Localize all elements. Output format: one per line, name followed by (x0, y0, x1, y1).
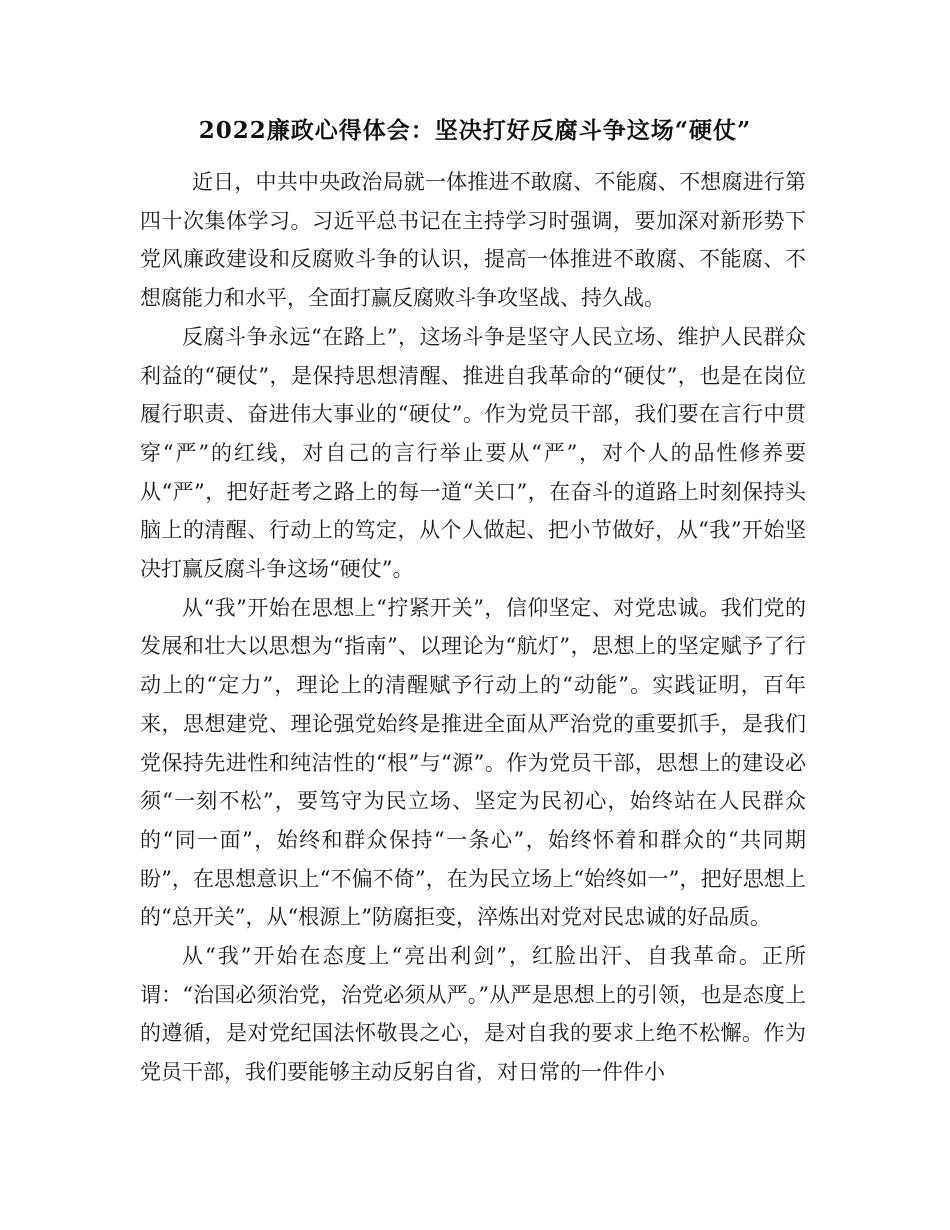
paragraph-4: 从“我”开始在态度上“亮出利剑”，红脸出汗、自我革命。正所谓：“治国必须治党，治党必须从严。”从严是思想上的引领，也是态度上的遵循，是对党纪国法怀敬畏之心，是对自我的要求上绝不松懈。作为党员干部，我们要能够主动反躬自省，对日常的一件件小 (140, 944, 806, 1085)
paragraph-3: 从“我”开始在思想上“拧紧开关”，信仰坚定、对党忠诚。我们党的发展和壮大以思想为“指南”、以理论为“航灯”，思想上的坚定赋予了行动上的“定力”，理论上的清醒赋予行动上的“动能”。实践证明，百年来，思想建党、理论强党始终是推进全面从严治党的重要抓手，是我们党保持先进性和纯洁性的“根”与“源”。作为党员干部，思想上的建设必须“一刻不松”，要笃守为民立场、坚定为民初心，始终站在人民群众的“同一面”，始终和群众保持“一条心”，始终怀着和群众的“共同期盼”，在思想意识上“不偏不倚”，在为民立场上“始终如一”，把好思想上的“总开关”，从“根源上”防腐拒变，淬炼出对党对民忠诚的好品质。 (140, 595, 806, 930)
document-body (140, 163, 806, 1092)
document-title: 2022廉政心得体会：坚决打好反腐斗争这场“硬仗” (198, 117, 752, 144)
paragraph-1: 近日，中共中央政治局就一体推进不敢腐、不能腐、不想腐进行第四十次集体学习。习近平总书记在主持学习时强调，要加深对新形势下党风廉政建设和反腐败斗争的认识，提高一体推进不敢腐、不能腐、不想腐能力和水平，全面打赢反腐败斗争攻坚战、持久战。 (140, 170, 806, 311)
paragraph-2: 反腐斗争永远“在路上”，这场斗争是坚守人民立场、维护人民群众利益的“硬仗”，是保持思想清醒、推进自我革命的“硬仗”，也是在岗位履行职责、奋进伟大事业的“硬仗”。作为党员干部，我们要在言行中贯穿“严”的红线，对自己的言行举止要从“严”，对个人的品性修养要从“严”，把好赶考之路上的每一道“关口”，在奋斗的道路上时刻保持头脑上的清醒、行动上的笃定，从个人做起、把小节做好，从“我”开始坚决打赢反腐斗争这场“硬仗”。 (140, 324, 806, 582)
